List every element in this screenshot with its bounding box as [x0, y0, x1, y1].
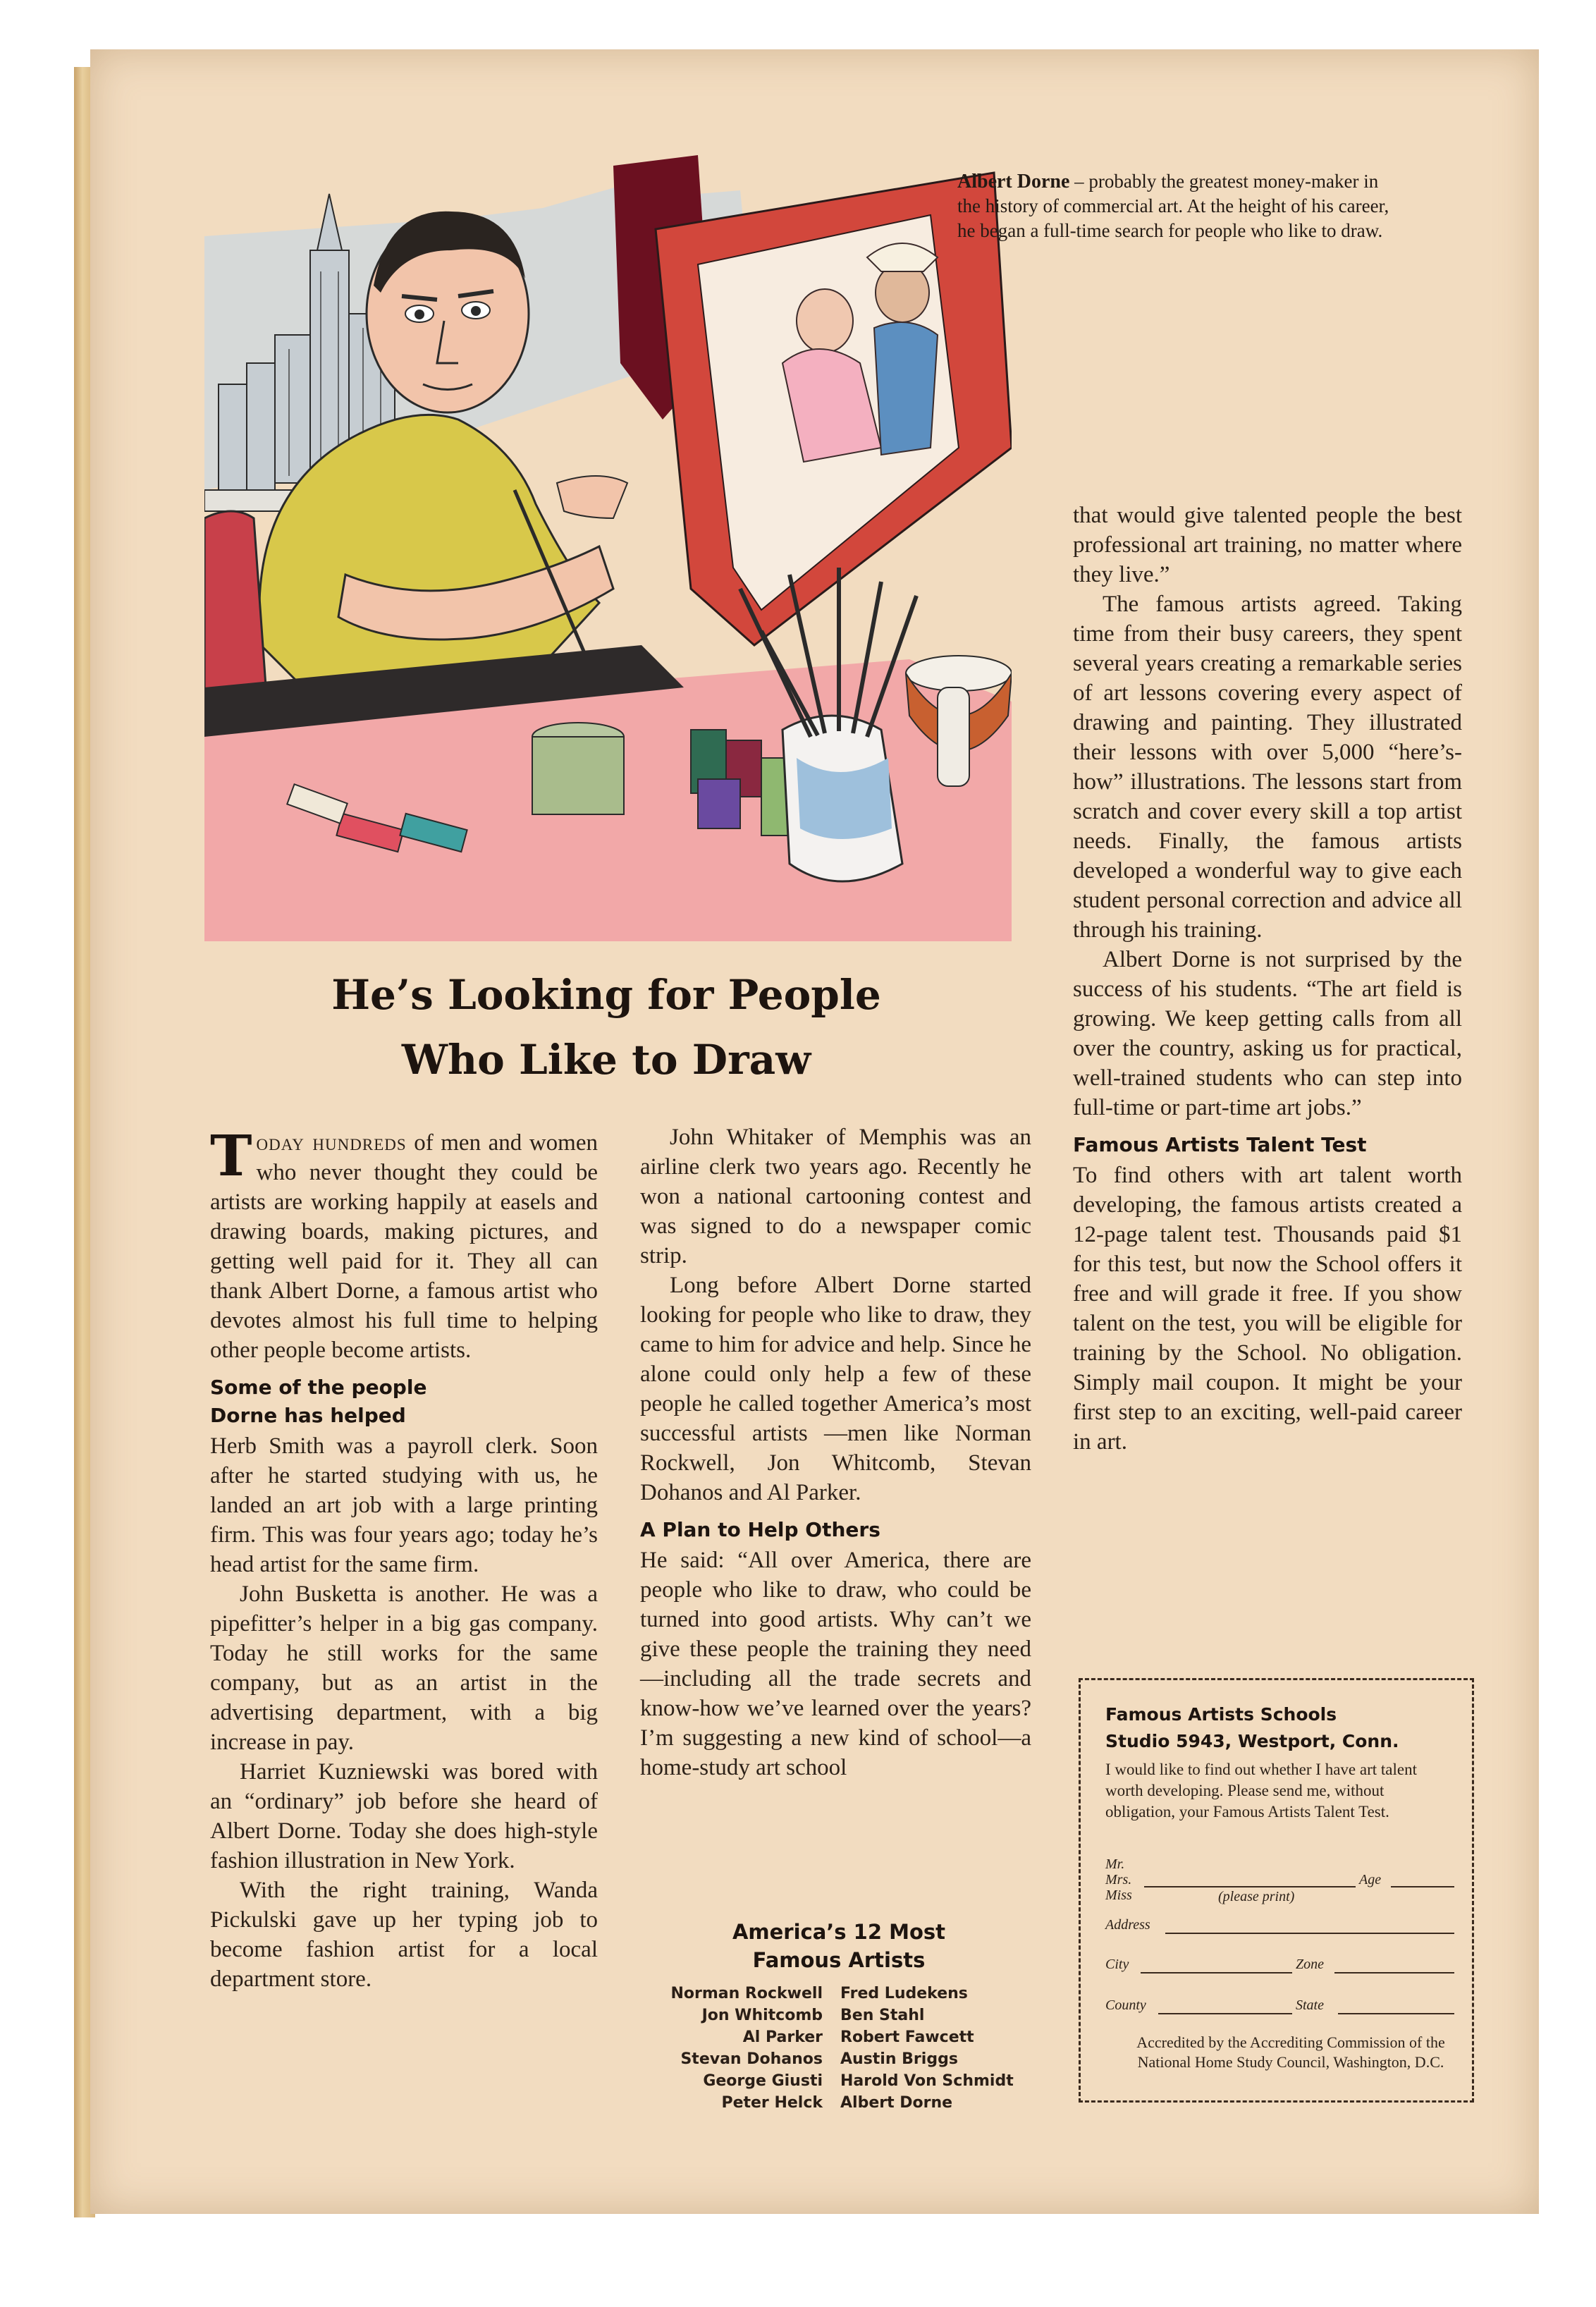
paragraph-talent-test: To find others with art talent worth developing, the famous artists created a 12-page talent test. Thousands paid $1 for this test, but now the School offers it free and will grade it free. If you show talent on the test, you will be eligible for training by the School. No obligation. Simply mail coupon. It might be your first step to an exciting, well-paid career in art.	[1073, 1163, 1462, 1455]
paragraph-not-surprised: Albert Dorne is not surprised by the success of his students. “The art field is growing. We keep getting calls from all over the country, asking us for practical, well-trained students who can step into full-time or part-time art jobs.”	[1073, 947, 1462, 1120]
paragraph-he-said: He said: “All over America, there are people who like to draw, who could be turned into good artists. Why can’t we give these people the training they need—including all the trade secrets and know-how we’ve learned over the years? I’m suggesting a new kind of school—a home-study art school	[640, 1548, 1031, 1780]
address-label: Address	[1105, 1917, 1150, 1933]
caption-name: Albert Dorne	[957, 171, 1070, 192]
artists-title-line-1: America’s 12 Most	[732, 1920, 946, 1944]
artists-title-line-2: Famous Artists	[752, 1948, 926, 1972]
artist-name: Robert Fawcett	[840, 2028, 974, 2046]
coupon-header	[1105, 1701, 1399, 1755]
county-label: County	[1105, 1997, 1146, 2013]
miss-label: Miss	[1105, 1887, 1132, 1903]
age-field[interactable]	[1391, 1886, 1454, 1887]
artists-list-title	[677, 1918, 1001, 1974]
artist-name: Ben Stahl	[840, 2007, 925, 2024]
paragraph-john-whitaker: John Whitaker of Memphis was an airline clerk two years ago. Recently he won a national cartooning contest and was signed to do a newspaper comic strip.	[640, 1125, 1031, 1268]
state-label: State	[1296, 1997, 1324, 2013]
subhead-line-2: Dorne has helped	[210, 1404, 406, 1427]
county-field[interactable]	[1158, 2013, 1292, 2014]
paragraph-harriet: Harriet Kuzniewski was bored with an “ordinary” job before she heard of Albert Dorne. Today she does high-style fashion illustration in New York.	[210, 1759, 598, 1873]
subhead-line-1: Some of the people	[210, 1376, 427, 1399]
caption-text: – probably the greatest money-maker in the history of commercial art. At the height of his career, he began a full-time search for people who like to draw.	[957, 171, 1389, 241]
subhead-people-helped	[210, 1373, 598, 1430]
please-print-label: (please print)	[1218, 1889, 1295, 1904]
city-label: City	[1105, 1957, 1129, 1972]
coupon-body: I would like to find out whether I have art talent worth developing. Please send me, without obligation, your Famous Artists Talent Test.	[1105, 1761, 1417, 1820]
intro-paragraph	[210, 1122, 598, 1365]
artist-name: Harold Von Schmidt	[840, 2072, 1014, 2090]
zone-field[interactable]	[1334, 1972, 1454, 1974]
city-field[interactable]	[1141, 1972, 1292, 1974]
age-label: Age	[1359, 1872, 1382, 1887]
artist-name: Peter Helck	[721, 2094, 823, 2112]
artist-name: Stevan Dohanos	[680, 2050, 823, 2068]
headline-line-2: Who Like to Draw	[401, 1036, 811, 1084]
name-field[interactable]	[1144, 1886, 1356, 1887]
column-1	[210, 1122, 598, 1994]
artist-name: Austin Briggs	[840, 2050, 958, 2068]
lead-small-caps: oday hundreds	[256, 1130, 407, 1156]
drop-cap: T	[210, 1122, 252, 1189]
address-field[interactable]	[1165, 1933, 1454, 1934]
albert-dorne-painting-illustration	[204, 152, 1012, 941]
artist-name: Al Parker	[742, 2028, 823, 2046]
state-field[interactable]	[1338, 2013, 1454, 2014]
accreditation-note: Accredited by the Accrediting Commission of the National Home Study Council, Washington, D.C.	[1136, 2033, 1445, 2071]
zone-label: Zone	[1296, 1957, 1324, 1972]
paragraph-herb-smith: Herb Smith was a payroll clerk. Soon after he started studying with us, he landed an art job with a large printing firm. This was four years ago; today he’s head artist for the same firm.	[210, 1433, 598, 1577]
mr-label: Mr.	[1105, 1856, 1125, 1872]
paragraph-artists-agreed: The famous artists agreed. Taking time from their busy careers, they spent several years creating a remarkable series of art lessons covering every aspect of drawing and painting. They illustrated their lessons with over 5,000 “here’s-how” illustrations. The lessons start from scratch and cover every skill a top artist needs. Finally, the famous artists developed a wonderful way to give each student personal correction and advice all through his training.	[1073, 592, 1462, 943]
coupon-school-name: Famous Artists Schools	[1105, 1704, 1337, 1725]
intro-text: of men and women who never thought they could be artists are working happily at easels and drawing boards, making pictures, and getting well paid for it. They all can thank Albert Dorne, a famous artist who devotes almost his full time to helping other people become artists.	[210, 1130, 598, 1363]
artist-name: Albert Dorne	[840, 2094, 953, 2112]
paragraph-wanda: With the right training, Wanda Pickulski gave up her typing job to become fashion artist for a local department store.	[210, 1878, 598, 1992]
artist-name: Jon Whitcomb	[701, 2007, 823, 2024]
paragraph-long-before: Long before Albert Dorne started looking for people who like to draw, they came to him for advice and help. Since he alone could only help a few of these people he called together America’s most successful artists —men like Norman Rockwell, Jon Whitcomb, Stevan Dohanos and Al Parker.	[640, 1273, 1031, 1505]
coupon-address: Studio 5943, Westport, Conn.	[1105, 1731, 1399, 1751]
headline-line-1: He’s Looking for People	[331, 971, 881, 1019]
artist-name: Fred Ludekens	[840, 1985, 968, 2002]
subhead-talent-test: Famous Artists Talent Test	[1073, 1133, 1367, 1156]
column-3	[1073, 501, 1462, 1457]
artist-name: George Giusti	[703, 2072, 823, 2090]
paragraph-john-busketta: John Busketta is another. He was a pipefitter’s helper in a big gas company. Today he still works for the same company, but as an artist in the advertising department, with a big increase in pay.	[210, 1581, 598, 1755]
headline	[233, 962, 980, 1092]
illustration-caption	[957, 169, 1394, 243]
order-coupon[interactable]	[1079, 1678, 1474, 2103]
paragraph-continued: that would give talented people the best professional art training, no matter where they live.”	[1073, 503, 1462, 587]
artist-name: Norman Rockwell	[670, 1985, 823, 2002]
column-2	[640, 1122, 1031, 1782]
subhead-plan: A Plan to Help Others	[640, 1518, 880, 1541]
mrs-label: Mrs.	[1105, 1872, 1132, 1887]
